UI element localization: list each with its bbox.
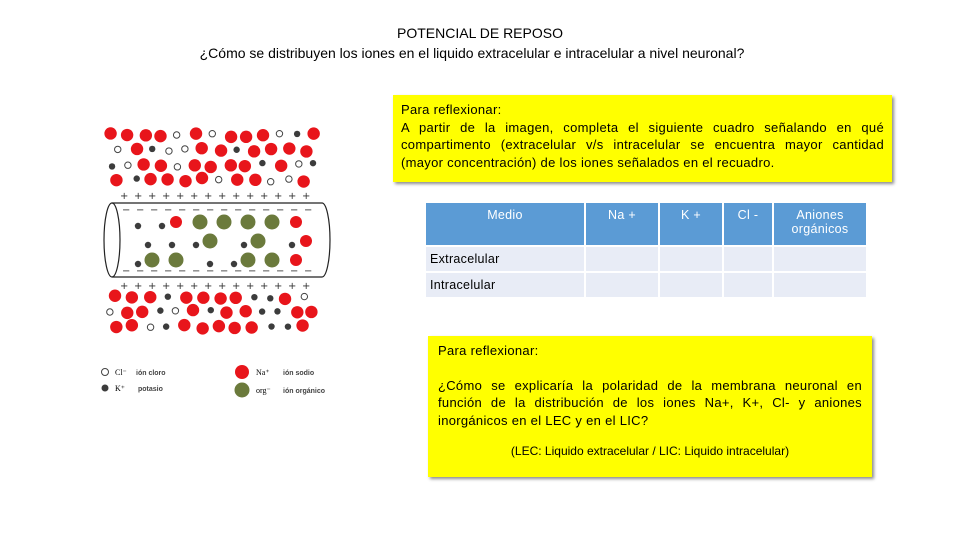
organic-anion bbox=[241, 215, 256, 230]
sodium-ion bbox=[240, 131, 252, 143]
chloride-ion bbox=[276, 130, 282, 136]
plus-sign: + bbox=[302, 281, 311, 292]
sodium-ion bbox=[249, 174, 261, 186]
legend-cl-symbol: Cl⁻ bbox=[115, 368, 127, 377]
sodium-ion bbox=[231, 173, 243, 185]
sodium-ion bbox=[248, 145, 260, 157]
sodium-ion bbox=[283, 142, 295, 154]
sodium-ion bbox=[215, 144, 227, 156]
chloride-ion bbox=[182, 146, 188, 152]
sodium-ion bbox=[110, 321, 122, 333]
cell-intra-na[interactable] bbox=[586, 273, 658, 297]
minus-sign: − bbox=[192, 205, 201, 216]
potassium-ion bbox=[285, 323, 291, 329]
legend-na-symbol: Na⁺ bbox=[256, 368, 270, 377]
plus-sign: + bbox=[190, 281, 199, 292]
chloride-ion bbox=[286, 176, 292, 182]
plus-sign: + bbox=[176, 281, 185, 292]
reflection-2-note: (LEC: Liquido extracelular / LIC: Liquido intracelular) bbox=[510, 444, 790, 458]
sodium-ion bbox=[190, 127, 202, 139]
sodium-ion bbox=[136, 306, 148, 318]
sodium-ion bbox=[104, 127, 116, 139]
sodium-ion bbox=[297, 175, 309, 187]
ion-table bbox=[424, 201, 868, 299]
sodium-ion bbox=[279, 293, 291, 305]
legend-sodium-marker bbox=[235, 365, 249, 379]
plus-sign: + bbox=[232, 191, 241, 202]
plus-sign: + bbox=[120, 191, 129, 202]
potassium-ion bbox=[274, 308, 280, 314]
ion-particles bbox=[104, 127, 319, 334]
potassium-ion bbox=[157, 307, 163, 313]
header-aniones: Aniones orgánicos bbox=[774, 203, 866, 245]
plus-sign: + bbox=[274, 191, 283, 202]
header-na: Na + bbox=[586, 203, 658, 245]
sodium-ion bbox=[228, 322, 240, 334]
sodium-ion bbox=[179, 175, 191, 187]
potassium-ion bbox=[259, 308, 265, 314]
minus-sign: − bbox=[136, 266, 145, 277]
cell-extra-org[interactable] bbox=[774, 247, 866, 271]
minus-sign: − bbox=[150, 266, 159, 277]
page-subtitle: ¿Cómo se distribuyen los iones en el liquido extracelular e intracelular a nivel neuronal? bbox=[199, 45, 745, 61]
minus-sign: − bbox=[206, 205, 215, 216]
minus-sign: − bbox=[248, 266, 257, 277]
plus-sign: + bbox=[134, 191, 143, 202]
header-medio: Medio bbox=[426, 203, 584, 245]
potassium-ion bbox=[294, 131, 300, 137]
sodium-ion bbox=[230, 292, 242, 304]
chloride-ion bbox=[301, 293, 307, 299]
plus-sign: + bbox=[120, 281, 129, 292]
sodium-ion bbox=[307, 127, 319, 139]
sodium-ion bbox=[220, 306, 232, 318]
sodium-ion bbox=[161, 173, 173, 185]
minus-sign: − bbox=[220, 266, 229, 277]
header-k: K + bbox=[660, 203, 722, 245]
plus-sign: + bbox=[148, 281, 157, 292]
ion-distribution-figure bbox=[90, 125, 365, 405]
potassium-ion bbox=[165, 293, 171, 299]
cell-intra-k[interactable] bbox=[660, 273, 722, 297]
header-cl: Cl - bbox=[724, 203, 772, 245]
potassium-ion bbox=[251, 294, 257, 300]
plus-sign: + bbox=[246, 281, 255, 292]
minus-sign: − bbox=[276, 266, 285, 277]
cell-intra-cl[interactable] bbox=[724, 273, 772, 297]
plus-sign: + bbox=[218, 191, 227, 202]
chloride-ion bbox=[166, 148, 172, 154]
reflection-2-question: ¿Cómo se explicaría la polaridad de la membrana neuronal en función de la distribución de los iones Na+, K+, Cl- y aniones inorgánicos en el LEC y en el LIC? bbox=[438, 377, 862, 428]
chloride-ion bbox=[172, 308, 178, 314]
organic-anion bbox=[217, 215, 232, 230]
table-row-intracelular bbox=[426, 273, 866, 297]
legend-potassium-marker bbox=[102, 385, 109, 392]
sodium-ion bbox=[204, 161, 216, 173]
minus-sign: − bbox=[290, 205, 299, 216]
sodium-ion bbox=[239, 305, 251, 317]
legend-org-symbol: org⁻ bbox=[256, 386, 271, 395]
minus-sign: − bbox=[122, 266, 131, 277]
minus-sign: − bbox=[276, 205, 285, 216]
sodium-ion bbox=[155, 160, 167, 172]
plus-sign: + bbox=[274, 281, 283, 292]
minus-sign: − bbox=[206, 266, 215, 277]
chloride-ion bbox=[174, 164, 180, 170]
plus-sign: + bbox=[176, 191, 185, 202]
potassium-ion bbox=[193, 242, 199, 248]
sodium-ion bbox=[144, 291, 156, 303]
sodium-ion bbox=[300, 145, 312, 157]
minus-sign: − bbox=[192, 266, 201, 277]
plus-sign: + bbox=[218, 281, 227, 292]
plus-sign: + bbox=[134, 281, 143, 292]
cell-extra-na[interactable] bbox=[586, 247, 658, 271]
minus-sign: − bbox=[178, 205, 187, 216]
legend-chloride-marker bbox=[102, 369, 109, 376]
chloride-ion bbox=[215, 176, 221, 182]
potassium-ion bbox=[135, 223, 141, 229]
potassium-ion bbox=[109, 163, 115, 169]
sodium-ion bbox=[144, 173, 156, 185]
minus-sign: − bbox=[262, 205, 271, 216]
legend-organic-marker bbox=[235, 383, 250, 398]
sodium-ion bbox=[126, 291, 138, 303]
cell-intra-org[interactable] bbox=[774, 273, 866, 297]
plus-sign: + bbox=[162, 191, 171, 202]
legend-k-symbol: K⁺ bbox=[115, 384, 125, 393]
reflection-box-2 bbox=[428, 336, 872, 477]
cell-extra-cl[interactable] bbox=[724, 247, 772, 271]
sodium-ion bbox=[296, 319, 308, 331]
legend-na-label: ión sodio bbox=[283, 370, 315, 377]
legend-org-label: ión orgánico bbox=[283, 388, 325, 395]
sodium-ion bbox=[290, 216, 302, 228]
minus-sign: − bbox=[164, 205, 173, 216]
chloride-ion bbox=[107, 309, 113, 315]
reflection-2-heading: Para reflexionar: bbox=[438, 343, 539, 358]
minus-sign: − bbox=[122, 205, 131, 216]
sodium-ion bbox=[189, 159, 201, 171]
minus-sign: − bbox=[164, 266, 173, 277]
minus-sign: − bbox=[248, 205, 257, 216]
legend-k-label: potasio bbox=[138, 386, 163, 393]
sodium-ion bbox=[197, 292, 209, 304]
minus-sign: − bbox=[290, 266, 299, 277]
reflection-box-1 bbox=[393, 95, 892, 182]
sodium-ion bbox=[187, 304, 199, 316]
sodium-ion bbox=[196, 172, 208, 184]
sodium-ion bbox=[300, 235, 312, 247]
row-label-extracelular: Extracelular bbox=[426, 247, 584, 271]
minus-sign: − bbox=[234, 266, 243, 277]
plus-sign: + bbox=[302, 191, 311, 202]
minus-sign: − bbox=[150, 205, 159, 216]
potassium-ion bbox=[145, 242, 151, 248]
minus-sign: − bbox=[304, 266, 313, 277]
plus-sign: + bbox=[190, 191, 199, 202]
organic-anion bbox=[251, 234, 266, 249]
minus-sign: − bbox=[220, 205, 229, 216]
plus-sign: + bbox=[148, 191, 157, 202]
sodium-ion bbox=[291, 306, 303, 318]
organic-anion bbox=[193, 215, 208, 230]
sodium-ion bbox=[290, 254, 302, 266]
potassium-ion bbox=[310, 160, 316, 166]
sodium-ion bbox=[225, 131, 237, 143]
potassium-ion bbox=[149, 146, 155, 152]
chloride-ion bbox=[125, 162, 131, 168]
minus-sign: − bbox=[234, 205, 243, 216]
sodium-ion bbox=[305, 306, 317, 318]
ion-table-header-row bbox=[426, 203, 866, 245]
cell-extra-k[interactable] bbox=[660, 247, 722, 271]
potassium-ion bbox=[169, 242, 175, 248]
sodium-ion bbox=[245, 321, 257, 333]
axon-right-end bbox=[322, 203, 330, 277]
sodium-ion bbox=[214, 292, 226, 304]
sodium-ion bbox=[257, 129, 269, 141]
sodium-ion bbox=[195, 142, 207, 154]
sodium-ion bbox=[265, 143, 277, 155]
sodium-ion bbox=[110, 174, 122, 186]
sodium-ion bbox=[178, 319, 190, 331]
sodium-ion bbox=[126, 319, 138, 331]
sodium-ion bbox=[213, 320, 225, 332]
chloride-ion bbox=[209, 131, 215, 137]
potassium-ion bbox=[289, 242, 295, 248]
potassium-ion bbox=[268, 323, 274, 329]
sodium-ion bbox=[275, 160, 287, 172]
sodium-ion bbox=[137, 158, 149, 170]
potassium-ion bbox=[208, 307, 214, 313]
ion-legend bbox=[102, 365, 326, 398]
sodium-ion bbox=[131, 143, 143, 155]
minus-sign: − bbox=[136, 205, 145, 216]
plus-sign: + bbox=[232, 281, 241, 292]
potassium-ion bbox=[159, 223, 165, 229]
sodium-ion bbox=[121, 129, 133, 141]
organic-anion bbox=[265, 215, 280, 230]
row-label-intracelular: Intracelular bbox=[426, 273, 584, 297]
chloride-ion bbox=[267, 179, 273, 185]
sodium-ion bbox=[154, 130, 166, 142]
plus-sign: + bbox=[246, 191, 255, 202]
chloride-ion bbox=[115, 146, 121, 152]
plus-sign: + bbox=[288, 281, 297, 292]
page-title: POTENCIAL DE REPOSO bbox=[397, 25, 563, 41]
potassium-ion bbox=[233, 147, 239, 153]
potassium-ion bbox=[259, 160, 265, 166]
sodium-ion bbox=[121, 307, 133, 319]
potassium-ion bbox=[241, 242, 247, 248]
reflection-1-heading: Para reflexionar: bbox=[401, 102, 502, 117]
legend-cl-label: ión cloro bbox=[136, 370, 166, 377]
potassium-ion bbox=[267, 295, 273, 301]
sodium-ion bbox=[140, 129, 152, 141]
chloride-ion bbox=[147, 324, 153, 330]
minus-sign: − bbox=[304, 205, 313, 216]
sodium-ion bbox=[170, 216, 182, 228]
minus-sign: − bbox=[178, 266, 187, 277]
sodium-ion bbox=[180, 291, 192, 303]
minus-sign: − bbox=[262, 266, 271, 277]
table-row-extracelular bbox=[426, 247, 866, 271]
potassium-ion bbox=[134, 175, 140, 181]
plus-sign: + bbox=[260, 281, 269, 292]
potassium-ion bbox=[163, 323, 169, 329]
chloride-ion bbox=[173, 132, 179, 138]
sodium-ion bbox=[225, 159, 237, 171]
sodium-ion bbox=[239, 160, 251, 172]
organic-anion bbox=[203, 234, 218, 249]
reflection-1-body: A partir de la imagen, completa el siguiente cuadro señalando en qué compartimento (extracelular v/s intracelular se encuentra mayor cantidad (mayor concentración) de los iones señalados en el recuadro. bbox=[401, 119, 884, 170]
plus-sign: + bbox=[162, 281, 171, 292]
sodium-ion bbox=[196, 322, 208, 334]
plus-sign: + bbox=[204, 281, 213, 292]
plus-sign: + bbox=[204, 191, 213, 202]
axon-left-end bbox=[104, 203, 120, 277]
plus-sign: + bbox=[288, 191, 297, 202]
plus-sign: + bbox=[260, 191, 269, 202]
chloride-ion bbox=[296, 161, 302, 167]
